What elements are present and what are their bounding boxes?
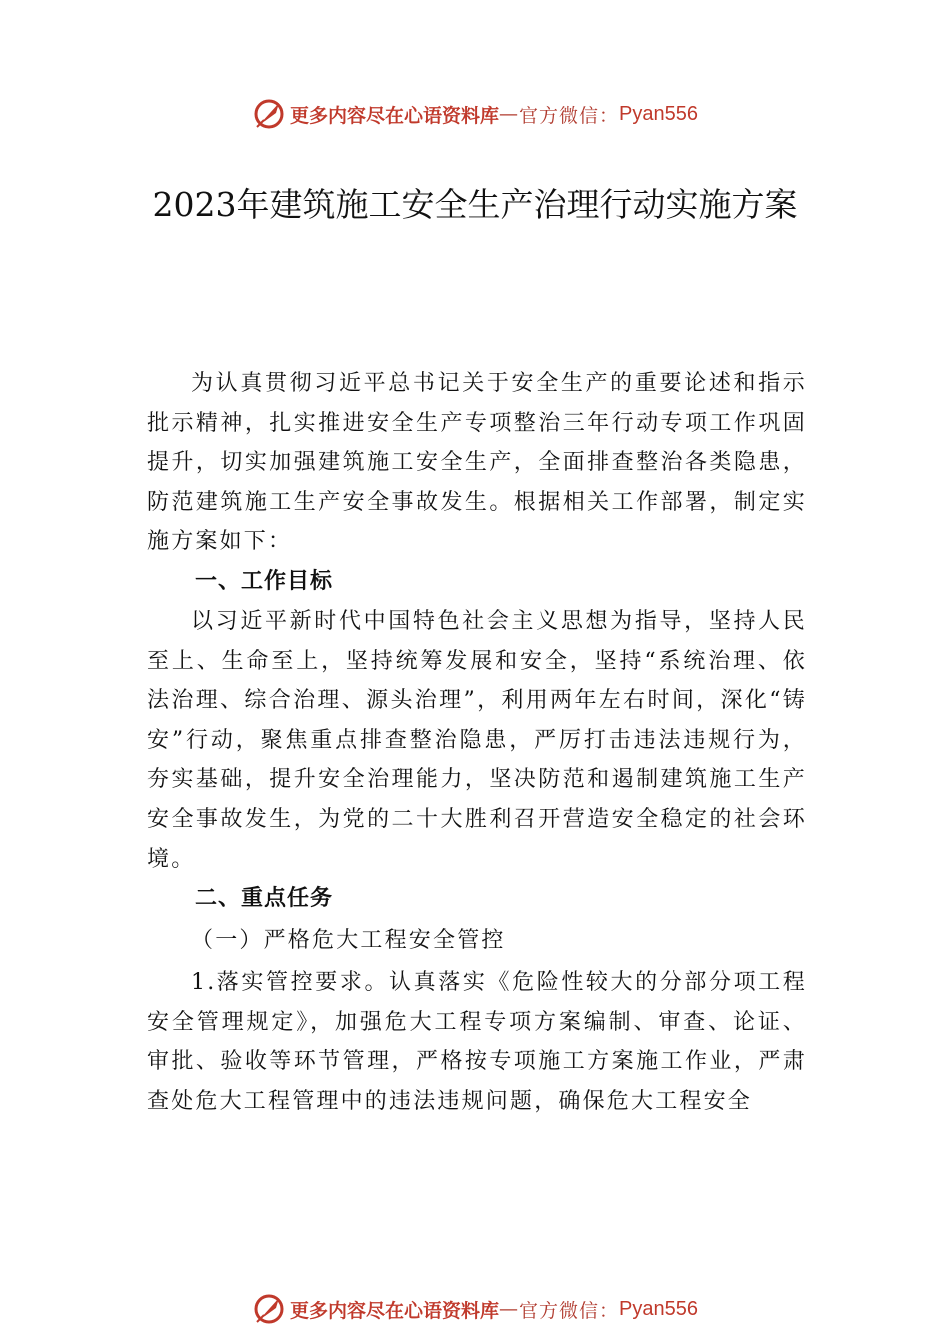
watermark-separator: — (499, 103, 520, 125)
watermark-official: 官方微信： (519, 1299, 620, 1322)
quill-logo-icon (252, 1292, 286, 1326)
watermark-official: 官方微信： (519, 104, 620, 127)
watermark-header (0, 94, 950, 134)
document-title: 2023年建筑施工安全生产治理行动实施方案 (152, 185, 798, 224)
section-heading-goals: 一、工作目标 (195, 568, 334, 594)
section-heading-tasks: 二、重点任务 (195, 886, 334, 912)
watermark-brand: 更多内容尽在心语资料库 (290, 104, 500, 127)
item-paragraph-control-requirements: 1.落实管控要求。认真落实《危险性较大的分部分项工程安全管理规定》，加强危大工程专项方案编制、审查、论证、审批、验收等环节管理，严格按专项施工方案施工作业，严肃查处危大工程管理中的违法违规问题，确保危大工程安全 (147, 970, 807, 1114)
subsection-heading-hazard-control: （一）严格危大工程安全管控 (191, 928, 506, 954)
intro-paragraph: 为认真贯彻习近平总书记关于安全生产的重要论述和指示批示精神，扎实推进安全生产专项整治三年行动专项工作巩固提升，切实加强建筑施工安全生产，全面排查整治各类隐患，防范建筑施工生产安全事故发生。根据相关工作部署，制定实施方案如下： (147, 371, 807, 555)
goals-paragraph: 以习近平新时代中国特色社会主义思想为指导，坚持人民至上、生命至上，坚持统筹发展和安全，坚持“系统治理、依法治理、综合治理、源头治理”，利用两年左右时间，深化“铸安”行动，聚焦重点排查整治隐患，严厉打击违法违规行为，夯实基础，提升安全治理能力，坚决防范和遏制建筑施工生产安全事故发生，为党的二十大胜利召开营造安全稳定的社会环境。 (147, 608, 807, 872)
document-body (147, 364, 807, 1122)
watermark-separator: — (499, 1298, 520, 1320)
watermark-footer (0, 1289, 950, 1329)
watermark-brand: 更多内容尽在心语资料库 (290, 1299, 500, 1322)
watermark-wechat-id: Pyan556 (619, 1297, 698, 1320)
watermark-wechat-id: Pyan556 (619, 102, 698, 125)
quill-logo-icon (252, 97, 286, 131)
